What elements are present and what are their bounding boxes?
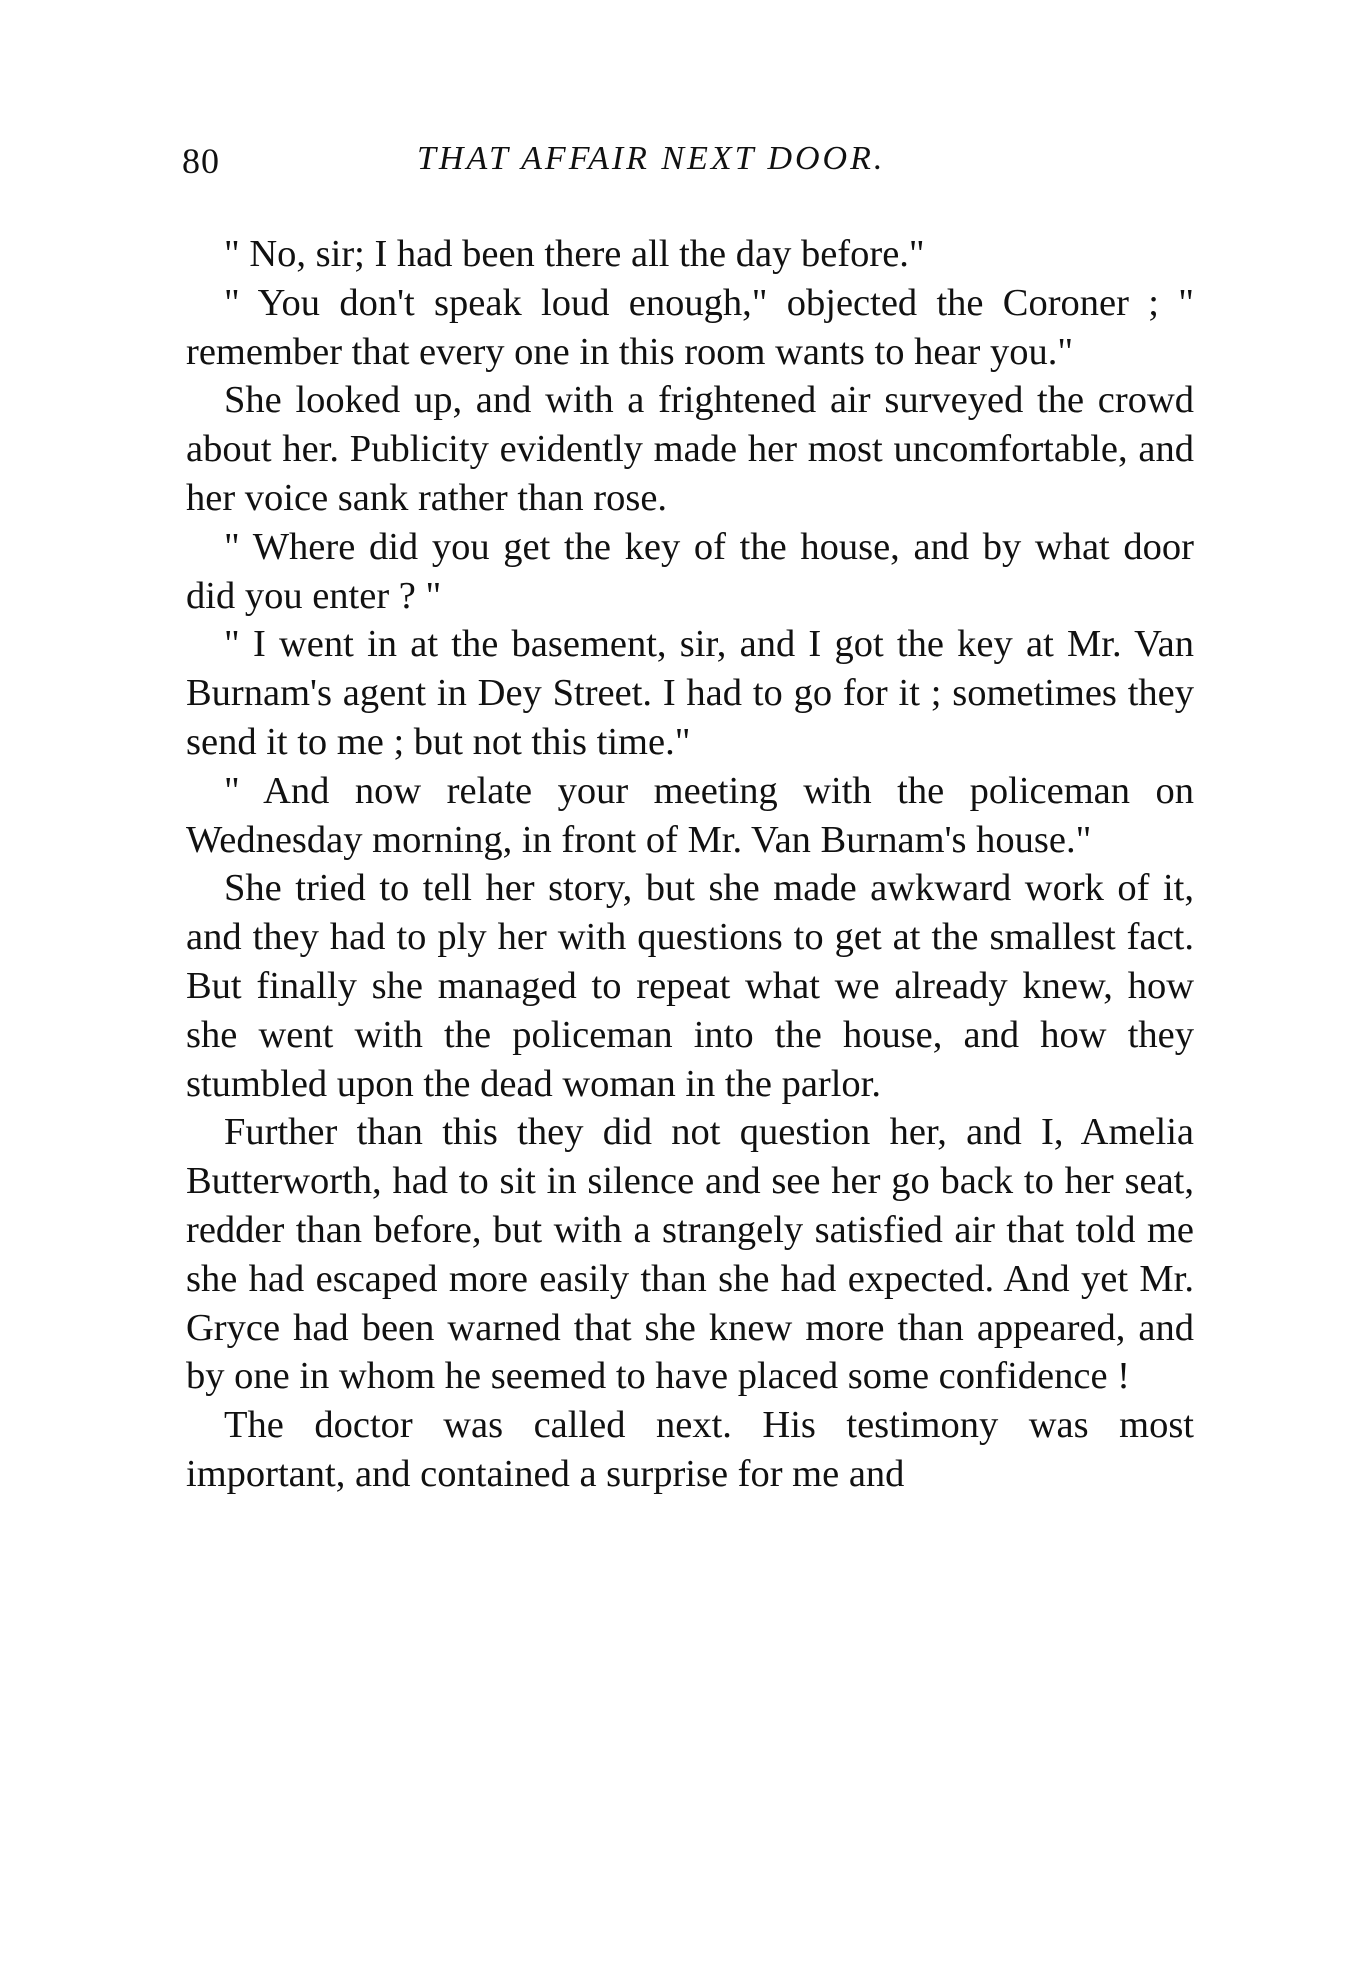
paragraph: She tried to tell her story, but she made awkward work of it, and they had to ply her with questions to get at the smallest fact. But finally she managed to repeat what we already knew, how she went with the policeman into the house, and how they stumbled upon the dead woman in the parlor. [186,867,1194,1105]
running-title: THAT AFFAIR NEXT DOOR. [417,140,886,177]
page-number: 80 [182,141,220,181]
page-header [182,140,1192,190]
paragraph: The doctor was called next. His testimony was most important, and contained a surprise for me and [186,1404,1194,1495]
paragraph: She looked up, and with a frightened air surveyed the crowd about her. Publicity evidently made her most uncomfortable, and her voice sank rather than rose. [186,379,1194,519]
paragraph: " I went in at the basement, sir, and I got the key at Mr. Van Burnam's agent in Dey Street. I had to go for it ; sometimes they send it to me ; but not this time." [186,623,1194,763]
paragraph: " You don't speak loud enough," objected the Coroner ; " remember that every one in this room wants to hear you." [186,281,1194,373]
paragraph: " No, sir; I had been there all the day before." [224,233,925,275]
paragraph: " Where did you get the key of the house, and by what door did you enter ? " [186,525,1194,617]
body-text [186,230,1194,1499]
paragraph: Further than this they did not question her, and I, Amelia Butterworth, had to sit in silence and see her go back to her seat, redder than before, but with a strangely satisfied air that told me she had escaped more easily than she had expected. And yet Mr. Gryce had been warned that she knew more than appeared, and by one in whom he seemed to have placed some confidence ! [186,1111,1194,1398]
paragraph: " And now relate your meeting with the policeman on Wednesday morning, in front of Mr. Van Burnam's house." [186,769,1194,861]
